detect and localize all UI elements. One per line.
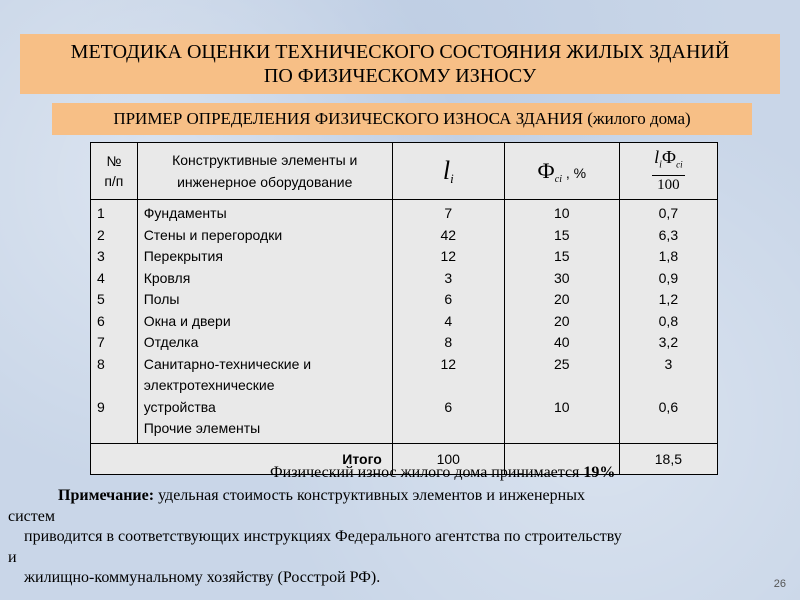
num-cell: 7: [97, 334, 105, 350]
remark-label: Примечание:: [58, 487, 155, 504]
element-cell: Стены и перегородки: [143, 226, 283, 243]
li-cell: 12: [440, 355, 457, 372]
col-numbers: [91, 200, 138, 444]
remark-line2: систем: [8, 507, 55, 525]
phi-cell: 10: [553, 205, 570, 221]
header-phi-suffix: , %: [565, 164, 587, 181]
header-elem-line1: Конструктивные элементы и: [172, 152, 358, 168]
wear-table: [90, 142, 718, 475]
col-li: [392, 200, 504, 444]
slide-subtitle: ПРИМЕР ОПРЕДЕЛЕНИЯ ФИЗИЧЕСКОГО ИЗНОСА ЗДАНИЯ (жилого дома): [52, 103, 752, 135]
product-cell: 1,8: [658, 248, 679, 264]
num-cell: 9: [97, 398, 105, 415]
conclusion-value: 19%: [583, 464, 616, 481]
remark-block: [8, 486, 788, 589]
header-num-line2: п/п: [104, 173, 124, 189]
phi-cell: 10: [553, 398, 570, 415]
slide-title: [20, 34, 780, 94]
header-num: [91, 143, 138, 200]
product-cell: 0,6: [658, 398, 679, 415]
li-cell: 12: [440, 248, 457, 264]
page-number: 26: [773, 578, 786, 590]
slide-title-line2: ПО ФИЗИЧЕСКОМУ ИЗНОСУ: [263, 65, 537, 87]
total-li: 100: [392, 443, 504, 474]
phi-cell: 25: [553, 355, 570, 372]
header-product-fraction: [652, 148, 685, 194]
li-cell: 8: [444, 334, 453, 350]
product-cell: 0,9: [658, 269, 679, 286]
header-phi-symbol: Ф: [537, 157, 555, 183]
frac-l-sub: i: [659, 159, 662, 171]
col-phi: [504, 200, 619, 444]
num-cell: 6: [97, 312, 105, 329]
frac-phi-sub: ci: [676, 159, 683, 170]
remark-line3: приводится в соответствующих инструкциях Федерального агентства по строительству: [24, 528, 622, 545]
frac-den: 100: [657, 176, 680, 193]
element-cell: Перекрытия: [143, 248, 223, 264]
num-cell: [97, 375, 131, 397]
header-elements: [137, 143, 392, 200]
header-phi-sub: ci: [554, 173, 562, 185]
frac-phi: Ф: [661, 147, 677, 168]
remark-line4: и: [8, 548, 17, 566]
col-product: [619, 200, 717, 444]
total-product: 18,5: [619, 443, 717, 474]
header-li: [392, 143, 504, 200]
col-elements: [137, 200, 392, 444]
header-phi: [504, 143, 619, 200]
num-cell: 5: [97, 291, 105, 307]
product-cell: 6,3: [658, 226, 679, 243]
product-cell: 0,8: [658, 312, 679, 329]
li-cell: 3: [444, 269, 453, 286]
header-li-sub: i: [450, 170, 454, 186]
num-cell: 2: [97, 226, 105, 243]
phi-cell: 15: [553, 248, 570, 264]
num-cell: 1: [97, 205, 105, 221]
li-cell: 4: [444, 312, 453, 329]
num-cell: 4: [97, 269, 105, 286]
li-cell: 7: [444, 205, 453, 221]
element-cell: Кровля: [143, 269, 191, 286]
phi-cell: 15: [553, 226, 570, 243]
table-header-row: [91, 143, 718, 200]
li-cell: 6: [444, 398, 453, 415]
element-cell: Отделка: [143, 334, 199, 350]
header-num-line1: №: [106, 153, 122, 169]
element-cell: Полы: [143, 291, 180, 307]
phi-cell: 20: [553, 312, 570, 329]
li-cell: 42: [440, 226, 457, 243]
element-cell: Санитарно-технические и: [143, 355, 312, 372]
header-product: [619, 143, 717, 200]
num-cell: 8: [97, 355, 105, 372]
element-cell: устройства: [143, 398, 216, 415]
product-cell: 3,2: [658, 334, 679, 350]
phi-cell: [511, 375, 613, 397]
slide-title-line1: МЕТОДИКА ОЦЕНКИ ТЕХНИЧЕСКОГО СОСТОЯНИЯ ЖИЛЫХ ЗДАНИЙ: [70, 41, 730, 63]
remark-line1-text: удельная стоимость конструктивных элементов и инженерных: [154, 487, 585, 504]
phi-cell: 30: [553, 269, 570, 286]
conclusion-prefix: Физический износ жилого дома принимается: [270, 464, 584, 481]
table-body-row: [91, 200, 718, 444]
element-cell: Прочие элементы: [143, 420, 261, 436]
product-cell: 3: [664, 355, 673, 372]
product-cell: 0,7: [658, 205, 679, 221]
header-li-symbol: l: [442, 155, 451, 185]
conclusion-text: [270, 464, 615, 482]
header-elem-line2: инженерное оборудование: [177, 174, 353, 190]
element-cell: электротехнические: [143, 377, 275, 393]
num-cell: 3: [97, 248, 105, 264]
element-cell: Фундаменты: [143, 205, 227, 221]
product-cell: 1,2: [658, 291, 679, 307]
li-cell: 6: [444, 291, 453, 307]
remark-line1: [8, 486, 788, 507]
phi-cell: 40: [553, 334, 570, 350]
product-cell: [626, 375, 711, 397]
remark-line5: жилищно-коммунальному хозяйству (Росстрой РФ).: [24, 569, 381, 586]
frac-l: l: [654, 147, 660, 168]
li-cell: [399, 375, 498, 397]
phi-cell: 20: [553, 291, 570, 307]
total-label: Итого: [91, 443, 393, 474]
element-cell: Окна и двери: [143, 312, 231, 329]
